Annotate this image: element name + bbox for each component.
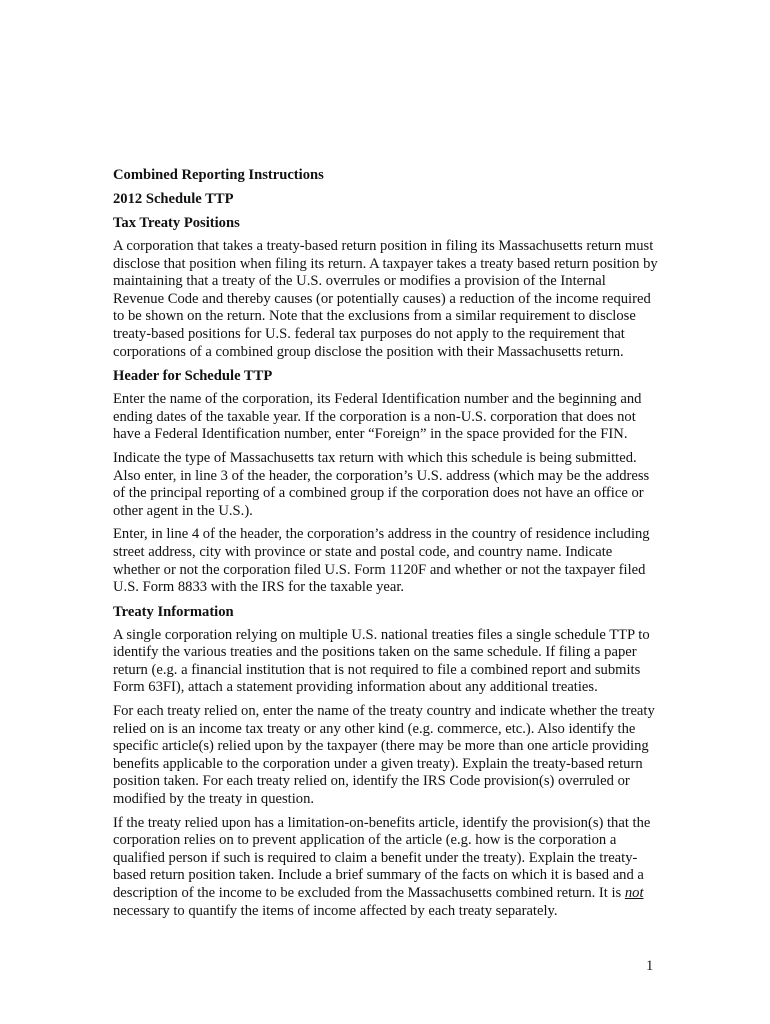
section-heading-treaty-information: Treaty Information [113, 603, 234, 620]
emphasized-not: not [624, 885, 644, 901]
document-page [113, 166, 658, 926]
treaty-paragraph-2: For each treaty relied on, enter the name of the treaty country and indicate whether the treaty relied on is an income tax treaty or any other kind (e.g. commerce, etc.). Also identify the specific article(s) relied upon by the taxpayer (there may be more than one article providing benefits applicable to the corporation under a given treaty). Explain the treaty-based return position taken. For each treaty relied on, identify the IRS Code provision(s) overruled or modified by the treaty in question. [113, 703, 655, 808]
header-paragraph-1: Enter the name of the corporation, its Federal Identification number and the beginning and ending dates of the taxable year. If the corporation is a non-U.S. corporation that does not have a Federal Identification number, enter “Foreign” in the space provided for the FIN. [113, 391, 642, 443]
treaty-paragraph-3 [113, 815, 658, 921]
schedule-title: 2012 Schedule TTP [113, 191, 234, 207]
section-title-tax-treaty-positions: Tax Treaty Positions [113, 215, 240, 231]
header-paragraph-3: Enter, in line 4 of the header, the corporation’s address in the country of residence including street address, city with province or state and postal code, and country name. Indicate whether or not the corporation filed U.S. Form 1120F and whether or not the taxpayer filed U.S. Form 8833 with the IRS for the taxable year. [113, 526, 650, 596]
document-title: Combined Reporting Instructions [113, 167, 324, 183]
page-number: 1 [646, 958, 654, 974]
treaty-paragraph-3-text-before: If the treaty relied upon has a limitation-on-benefits article, identify the provision(s) that the corporation relies on to prevent application of the article (e.g. how is the corporation a qualified person if such is required to claim a benefit under the treaty). Explain the treaty-based return position taken. Include a brief summary of the facts on which it is based and a description of the income to be excluded from the Massachusetts combined return. It is [113, 814, 651, 901]
header-paragraph-2: Indicate the type of Massachusetts tax return with which this schedule is being submitted. Also enter, in line 3 of the header, the corporation’s U.S. address (which may be the address of the principal reporting of a combined group if the corporation does not have an office or other agent in the U.S.). [113, 449, 650, 519]
intro-paragraph: A corporation that takes a treaty-based return position in filing its Massachusetts return must disclose that position when filing its return. A taxpayer takes a treaty based return position by maintaining that a treaty of the U.S. overrules or modifies a provision of the Internal Revenue Code and thereby causes (or potentially causes) a reduction of the income required to be shown on the return. Note that the exclusions from a similar requirement to disclose treaty-based positions for U.S. federal tax purposes do not apply to the requirement that corporations of a combined group disclose the position with their Massachusetts return. [113, 238, 658, 360]
treaty-paragraph-1: A single corporation relying on multiple U.S. national treaties files a single schedule TTP to identify the various treaties and the positions taken on the same schedule. If filing a paper return (e.g. a financial institution that is not required to file a combined report and submits Form 63FI), attach a statement providing information about any additional treaties. [113, 626, 650, 696]
treaty-paragraph-3-text-after: necessary to quantify the items of income affected by each treaty separately. [113, 902, 558, 919]
section-heading-header: Header for Schedule TTP [113, 368, 273, 385]
